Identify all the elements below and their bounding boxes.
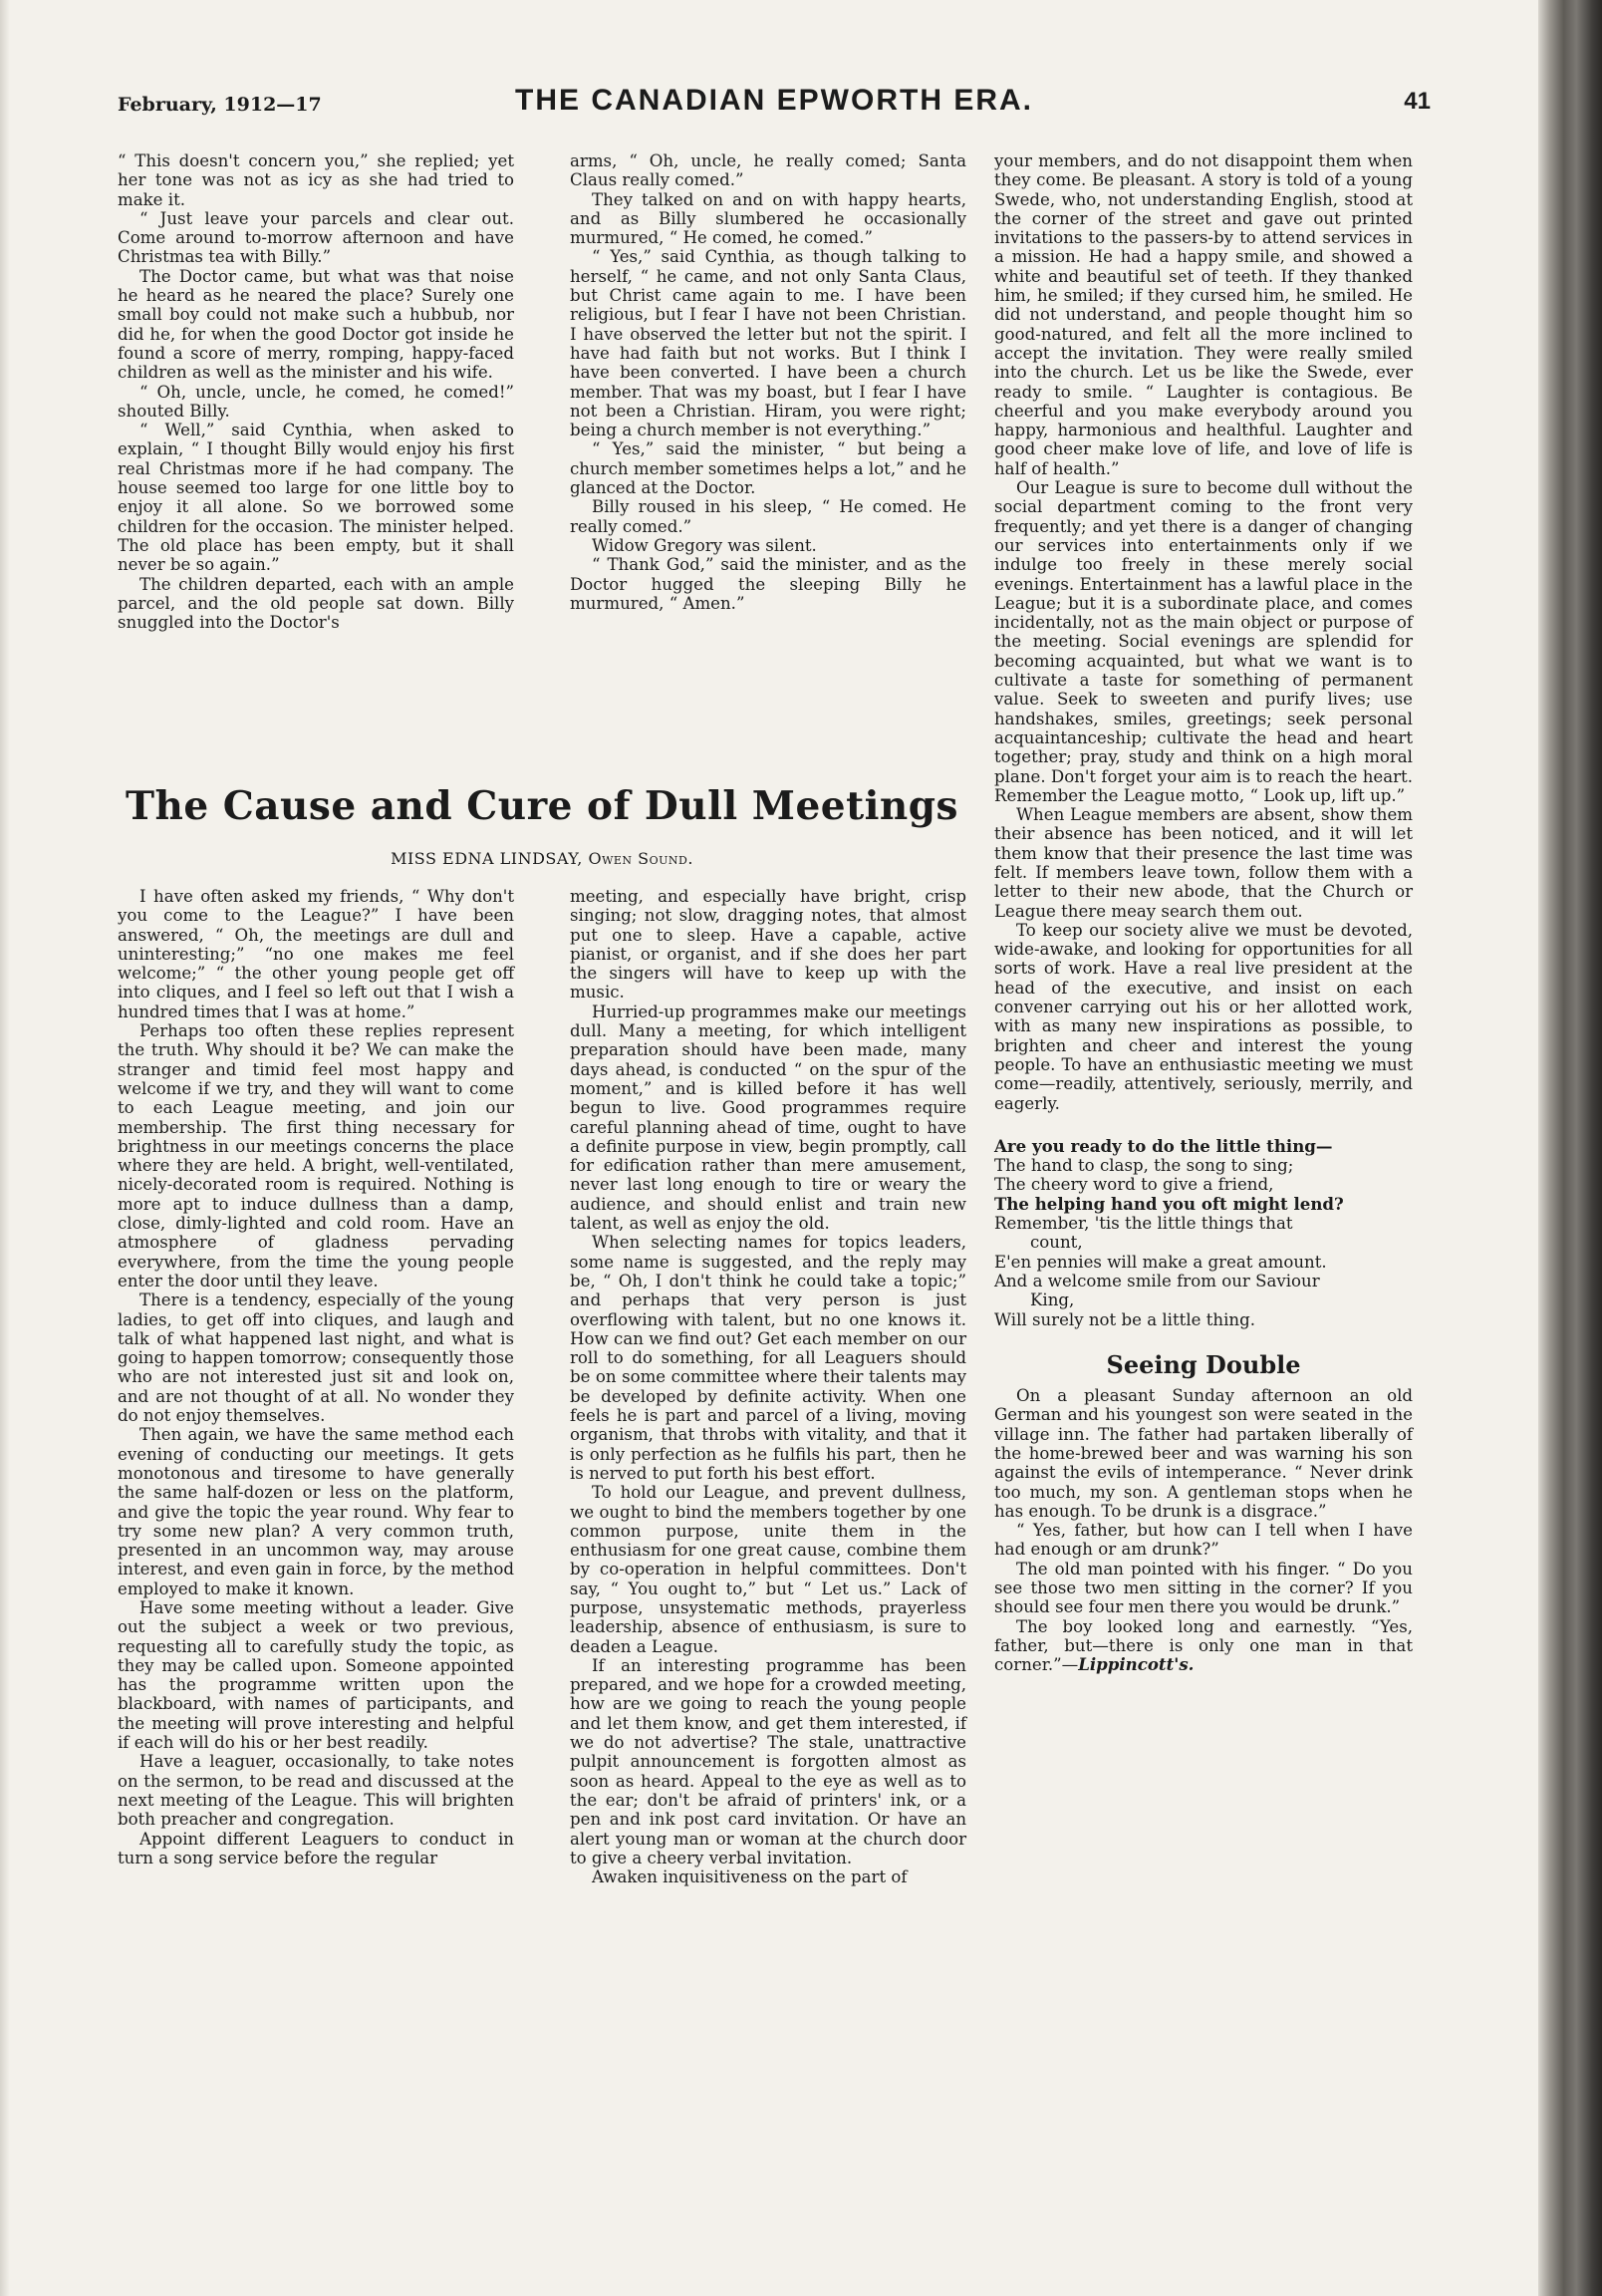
header-date: February, 1912—17 xyxy=(118,94,322,116)
paragraph: your members, and do not disappoint them when they come. Be pleasant. A story is told of a young Swede, who, not understanding English, stood at the corner of the street and gave out printed invitations to the passers-by to attend services in a mission. He had a happy smile, and showed a white and beautiful set of teeth. If they thanked him, he smiled; if they cursed him, he smiled. He did not understand, and people thought him so good-natured, and felt all the more inclined to accept the invitation. They were really smiled into the church. Let us be like the Swede, ever ready to smile. “ Laughter is contagious. Be cheerful and you make everybody around you happy, harmonious and healthful. Laughter and good cheer make love of life, and love of life is half of health.” xyxy=(994,151,1413,478)
seeing-double-title: Seeing Double xyxy=(1106,1349,1301,1379)
paragraph: To keep our society alive we must be devoted, wide-awake, and looking for opportunities for all sorts of work. Have a real live president at the head of the executive, and insist on each convener carrying out his or her allotted work, with as many new inspirations as possible, to brighten and cheer and interest the young people. To have an enthusiastic meeting we must come—readily, attentively, seriously, merrily, and eagerly. xyxy=(994,920,1413,1113)
paragraph: Perhaps too often these replies represent the truth. Why should it be? We can make the stranger and timid feel most happy and welcome if we try, and they will want to come to each League meeting, and join our membership. The first thing necessary for brightness in our meetings concerns the place where they are held. A bright, well-ventilated, nicely-decorated room is required. Nothing is more apt to induce dullness than a damp, close, dimly-lighted and cold room. Have an atmosphere of gladness pervading everywhere, from the time the young people enter the door until they leave. xyxy=(118,1021,514,1291)
story-column-2 xyxy=(570,151,966,757)
article-column-1 xyxy=(118,887,514,2182)
poem-line: King, xyxy=(1030,1291,1075,1310)
poem xyxy=(994,1137,1413,1329)
poem-line: Will surely not be a little thing. xyxy=(994,1309,1255,1329)
page-left-edge xyxy=(0,0,10,2296)
paragraph: Hurried-up programmes make our meetings dull. Many a meeting, for which intelligent preparation should have been made, many days ahead, is conducted “ on the spur of the moment,” and is killed before it has well begun to live. Good programmes require careful planning ahead of time, ought to have a definite purpose in view, begin promptly, call for edification rather than mere amusement, never last long enough to tire or weary the audience, and should enlist and train new talent, as well as enjoy the old. xyxy=(570,1002,966,1234)
paragraph: Have some meeting without a leader. Give out the subject a week or two previous, requesting all to carefully study the topic, as they may be called upon. Someone appointed has the programme written upon the blackboard, with names of participants, and the meeting will prove interesting and helpful if each will do his or her best readily. xyxy=(118,1597,514,1753)
paragraph: The old man pointed with his finger. “ Do you see those two men sitting in the corner? If you should see four men there you would be drunk.” xyxy=(994,1559,1413,1617)
paragraph: Appoint different Leaguers to conduct in turn a song service before the regular xyxy=(118,1829,514,1867)
paragraph: When selecting names for topics leaders, some name is suggested, and the reply may be, “ Oh, I don't think he could take a topic;” and perhaps that very person is just overflowing with talent, but no one knows it. How can we find out? Get each member on our roll to do something, for all Leaguers should be on some committee where their talents may be developed by definite activity. When one feels he is part and parcel of a living, moving organism, that throbs with vitality, and that it is only perfection as he fulfils his part, then he is nerved to put forth his best effort. xyxy=(570,1233,966,1483)
paragraph: arms, “ Oh, uncle, he really comed; Santa Claus really comed.” xyxy=(570,151,966,190)
paragraph: To hold our League, and prevent dullness, we ought to bind the members together by one common purpose, unite them in the enthusiasm for one great cause, combine them by co-operation in helpful committees. Don't say, “ You ought to,” but “ Let us.” Lack of purpose, unsystematic methods, prayerless leadership, absence of enthusiasm, is sure to deaden a League. xyxy=(570,1483,966,1656)
article-title: The Cause and Cure of Dull Meetings xyxy=(125,783,959,829)
header-title: THE CANADIAN EPWORTH ERA. xyxy=(515,84,1033,117)
byline-author: MISS EDNA LINDSAY, xyxy=(391,849,589,868)
poem-line: And a welcome smile from our Saviour xyxy=(994,1271,1320,1291)
poem-line: The helping hand you oft might lend? xyxy=(994,1193,1344,1214)
paragraph: Widow Gregory was silent. xyxy=(592,535,817,555)
poem-line: Remember, 'tis the little things that xyxy=(994,1214,1293,1234)
poem-line: The hand to clasp, the song to sing; xyxy=(994,1156,1294,1176)
book-binding xyxy=(1538,0,1602,2296)
paragraph: If an interesting programme has been prepared, and we hope for a crowded meeting, how are we going to reach the young people and let them know, and get them interested, if we do not advertise? The stale, unattractive pulpit announcement is forgotten almost as soon as heard. Appeal to the eye as well as to the ear; don't be afraid of printers' ink, or a pen and ink post card invitation. Or have an alert young man or woman at the church door to give a cheery verbal invitation. xyxy=(570,1655,966,1867)
paragraph: meeting, and especially have bright, crisp singing; not slow, dragging notes, that almost put one to sleep. Have a capable, active pianist, or organist, and if she does her part the singers will have to keep up with the music. xyxy=(570,887,966,1003)
paragraph: Have a leaguer, occasionally, to take notes on the sermon, to be read and discussed at the next meeting of the League. This will brighten both preacher and congregation. xyxy=(118,1752,514,1830)
story-column-1 xyxy=(118,151,514,757)
paragraph: They talked on and on with happy hearts, and as Billy slumbered he occasionally murmured, “ He comed, he comed.” xyxy=(570,189,966,248)
paragraph: “ Yes, father, but how can I tell when I have had enough or am drunk?” xyxy=(994,1521,1413,1560)
paragraph: Then again, we have the same method each evening of conducting our meetings. It gets monotonous and tiresome to have generally the same half-dozen or less on the platform, and give the topic the year round. Why fear to try some new plan? A very common truth, presented in an uncommon way, may arouse interest, and even gain in force, by the method employed to make it known. xyxy=(118,1425,514,1598)
page-number: 41 xyxy=(1404,88,1431,115)
article-column-3 xyxy=(994,151,1413,2174)
paragraph: “ Thank God,” said the minister, and as the Doctor hugged the sleeping Billy he murmured, “ Amen.” xyxy=(570,555,966,613)
page-header xyxy=(118,84,1431,128)
paragraph xyxy=(994,1617,1413,1675)
paragraph: Billy roused in his sleep, “ He comed. He really comed.” xyxy=(570,497,966,536)
paragraph: Awaken inquisitiveness on the part of xyxy=(592,1867,908,1887)
paragraph: The Doctor came, but what was that noise he heard as he neared the place? Surely one small boy could not make such a hubbub, nor did he, for when the good Doctor got inside he found a score of merry, romping, happy-faced children as well as the minister and his wife. xyxy=(118,266,514,383)
paragraph: “ Well,” said Cynthia, when asked to explain, “ I thought Billy would enjoy his first real Christmas more if he had company. The house seemed too large for one little boy to enjoy it all alone. So we borrowed some children for the occasion. The minister helped. The old place has been empty, but it shall never be so again.” xyxy=(118,421,514,575)
paragraph: There is a tendency, especially of the young ladies, to get off into cliques, and laugh and talk of what happened last night, and what is going to happen tomorrow; consequently those who are not interested just sit and look on, and are not thought of at all. No wonder they do not enjoy themselves. xyxy=(118,1291,514,1426)
article-byline xyxy=(118,849,966,868)
paragraph: “ Oh, uncle, uncle, he comed, he comed!” shouted Billy. xyxy=(118,382,514,421)
paragraph: “ Just leave your parcels and clear out. Come around to-morrow afternoon and have Christmas tea with Billy.” xyxy=(118,208,514,267)
paragraph: Our League is sure to become dull without the social department coming to the front very frequently; and yet there is a danger of changing our services into entertainments only if we indulge too freely in these merely social evenings. Entertainment has a lawful place in the League; but it is a subordinate place, and comes incidentally, not as the main object or purpose of the meeting. Social evenings are splendid for becoming acquainted, but what we want is to cultivate a taste for something of permanent value. Seek to sweeten and purify lives; use handshakes, smiles, greetings; seek personal acquaintanceship; cultivate the head and heart together; pray, study and think on a high moral plane. Don't forget your aim is to reach the heart. Remember the League motto, “ Look up, lift up.” xyxy=(994,478,1413,805)
paragraph: “ Yes,” said Cynthia, as though talking to herself, “ he came, and not only Santa Claus, but Christ came again to me. I have been religious, but I fear I have not been Christian. I have observed the letter but not the spirit. I have had faith but not works. But I think I have been converted. I have been a church member. That was my boast, but I fear I have not been a Christian. Hiram, you were right; being a church member is not everything.” xyxy=(570,247,966,440)
attribution: Lippincott's. xyxy=(1078,1654,1195,1675)
paragraph: The children departed, each with an ample parcel, and the old people sat down. Billy snuggled into the Doctor's xyxy=(118,574,514,633)
poem-line: E'en pennies will make a great amount. xyxy=(994,1252,1327,1272)
article-column-2 xyxy=(570,887,966,2182)
poem-line: The cheery word to give a friend, xyxy=(994,1175,1274,1195)
paragraph: I have often asked my friends, “ Why don't you come to the League?” I have been answered, “ Oh, the meetings are dull and uninteresting;” “no one makes me feel welcome;” “ the other young people get off into cliques, and I feel so left out that I wish a hundred times that I was at home.” xyxy=(118,887,514,1021)
poem-line: count, xyxy=(1030,1233,1083,1253)
paragraph: On a pleasant Sunday afternoon an old German and his youngest son were seated in the village inn. The father had partaken liberally of the home-brewed beer and was warning his son against the evils of intemperance. “ Never drink too much, my son. A gentleman stops when he has enough. To be drunk is a disgrace.” xyxy=(994,1386,1413,1521)
paragraph: “ This doesn't concern you,” she replied; yet her tone was not as icy as she had tried to make it. xyxy=(118,151,514,209)
byline-place: Owen Sound. xyxy=(588,849,693,868)
poem-line: Are you ready to do the little thing— xyxy=(994,1135,1333,1156)
paragraph-text: The boy looked long and earnestly. “Yes, father, but—there is only one man in that corner.”— xyxy=(994,1616,1413,1675)
paragraph: “ Yes,” said the minister, “ but being a church member sometimes helps a lot,” and he glanced at the Doctor. xyxy=(570,439,966,498)
paragraph: When League members are absent, show them their absence has been noticed, and it will let them know that their presence the last time was felt. If members leave town, follow them with a letter to their new abode, that the Church or League there meay search them out. xyxy=(994,805,1413,921)
